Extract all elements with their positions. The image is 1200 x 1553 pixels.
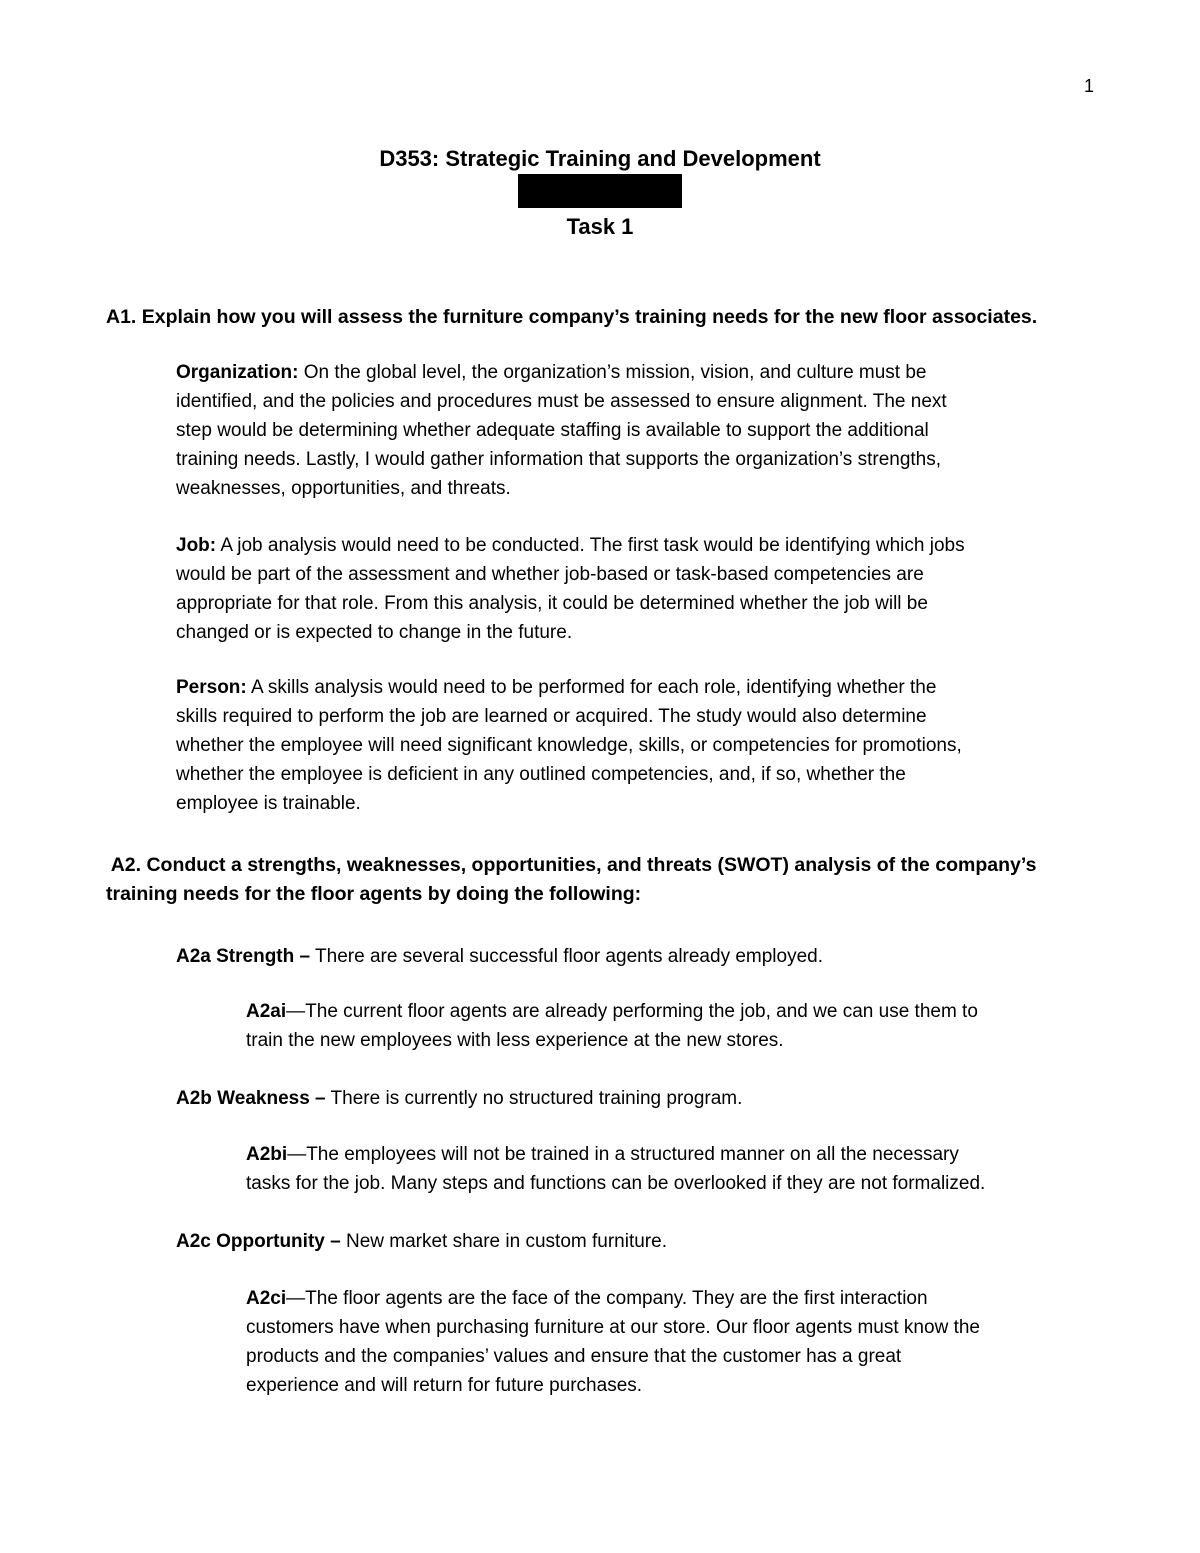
weakness-item — [176, 1084, 742, 1113]
organization-line: identified, and the policies and procedures must be assessed to ensure alignment. The next — [176, 391, 947, 412]
person-line: employee is trainable. — [176, 793, 361, 814]
strength-item — [176, 942, 823, 971]
strength-sub-label: A2ai — [246, 1001, 287, 1022]
document-title: D353: Strategic Training and Development — [379, 146, 821, 171]
organization-line: step would be determining whether adequate staffing is available to support the additional — [176, 420, 929, 441]
organization-line: On the global level, the organization’s mission, vision, and culture must be — [298, 362, 927, 383]
strength-label: A2a Strength – — [176, 946, 311, 967]
organization-line: training needs. Lastly, I would gather information that supports the organization’s strengths, — [176, 449, 942, 470]
organization-paragraph — [176, 358, 947, 503]
strength-detail — [246, 997, 978, 1055]
person-line: whether the employee will need significant knowledge, skills, or competencies for promotions, — [176, 735, 962, 756]
job-line: appropriate for that role. From this analysis, it could be determined whether the job will be — [176, 593, 928, 614]
person-line: A skills analysis would need to be performed for each role, identifying whether the — [246, 677, 937, 698]
job-line: changed or is expected to change in the future. — [176, 622, 573, 643]
organization-label: Organization: — [176, 362, 299, 383]
weakness-label: A2b Weakness – — [176, 1088, 326, 1109]
opportunity-item — [176, 1227, 667, 1256]
job-paragraph — [176, 531, 965, 647]
weakness-sub-label: A2bi — [246, 1144, 288, 1165]
job-label: Job: — [176, 535, 217, 556]
a1-heading: A1. Explain how you will assess the furniture company’s training needs for the new floor associates. — [106, 306, 1038, 328]
opportunity-label: A2c Opportunity – — [176, 1231, 341, 1252]
weakness-detail — [246, 1140, 985, 1198]
strength-detail-line: —The current floor agents are already performing the job, and we can use them to — [286, 1001, 978, 1022]
opportunity-detail-line: products and the companies’ values and ensure that the customer has a great — [246, 1346, 902, 1367]
opportunity-sub-label: A2ci — [246, 1288, 287, 1309]
task-label: Task 1 — [566, 214, 634, 239]
person-line: skills required to perform the job are learned or acquired. The study would also determine — [176, 706, 927, 727]
opportunity-detail-line: experience and will return for future purchases. — [246, 1375, 643, 1396]
page-number: 1 — [1083, 76, 1094, 96]
job-line: would be part of the assessment and whether job-based or task-based competencies are — [176, 564, 924, 585]
opportunity-detail-line: —The floor agents are the face of the company. They are the first interaction — [286, 1288, 928, 1309]
opportunity-detail — [246, 1284, 980, 1400]
person-label: Person: — [176, 677, 247, 698]
strength-detail-line: train the new employees with less experience at the new stores. — [246, 1030, 784, 1051]
a2-heading-line: A2. Conduct a strengths, weaknesses, opportunities, and threats (SWOT) analysis of the company’s — [106, 854, 1037, 876]
person-line: whether the employee is deficient in any outlined competencies, and, if so, whether the — [176, 764, 906, 785]
strength-text: There are several successful floor agents already employed. — [310, 946, 824, 967]
a2-heading — [106, 851, 1036, 909]
weakness-text: There is currently no structured training program. — [325, 1088, 743, 1109]
redaction-block — [518, 174, 682, 208]
weakness-detail-line: —The employees will not be trained in a structured manner on all the necessary — [287, 1144, 959, 1165]
person-paragraph — [176, 673, 962, 818]
opportunity-text: New market share in custom furniture. — [340, 1231, 667, 1252]
job-line: A job analysis would need to be conducted. The first task would be identifying which jobs — [216, 535, 965, 556]
organization-line: weaknesses, opportunities, and threats. — [176, 478, 511, 499]
opportunity-detail-line: customers have when purchasing furniture at our store. Our floor agents must know the — [246, 1317, 980, 1338]
weakness-detail-line: tasks for the job. Many steps and functions can be overlooked if they are not formalized. — [246, 1173, 986, 1194]
a2-heading-line: training needs for the floor agents by doing the following: — [106, 883, 642, 905]
